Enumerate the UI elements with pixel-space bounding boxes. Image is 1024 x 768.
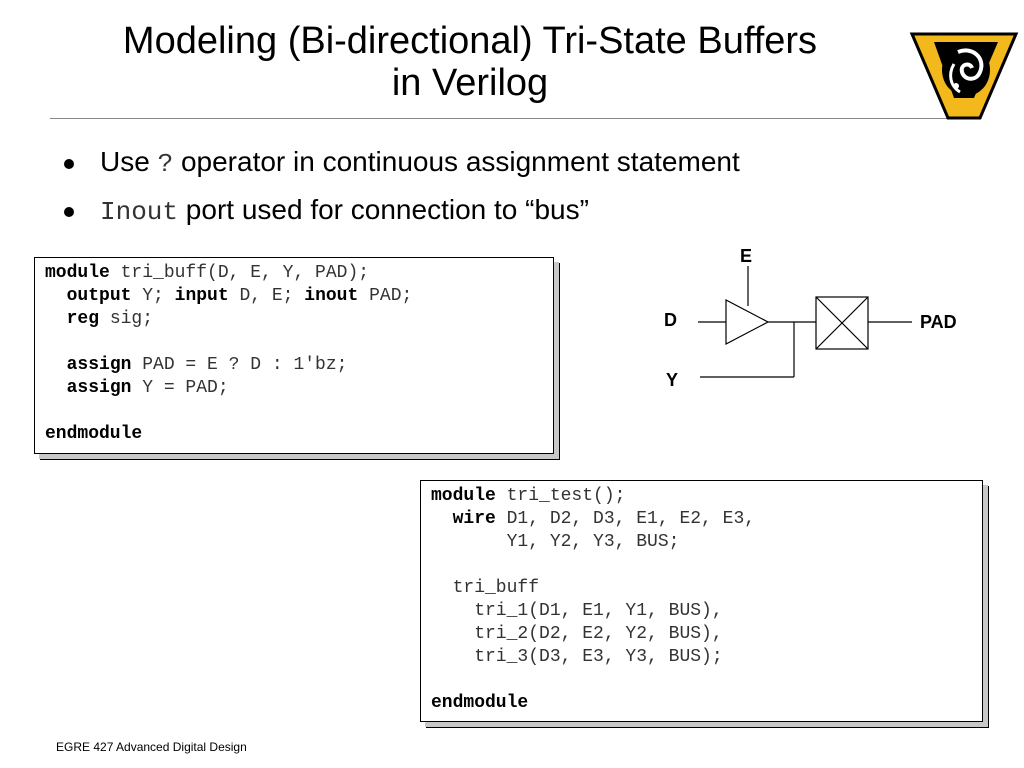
- code-text: [431, 509, 453, 529]
- code-text: PAD;: [358, 286, 413, 306]
- code-text: Y;: [131, 286, 175, 306]
- code-keyword: module: [45, 263, 110, 283]
- code-line: [431, 554, 972, 577]
- footer-text: EGRE 427 Advanced Digital Design: [56, 740, 247, 754]
- code-line: [45, 400, 543, 423]
- bullet-text: operator in continuous assignment statement: [173, 146, 740, 177]
- bullet-item: [58, 190, 740, 238]
- code-keyword: module: [431, 486, 496, 506]
- code-text: tri_2(D2, E2, Y2, BUS),: [431, 624, 723, 644]
- code-line: [45, 262, 543, 285]
- buffer-triangle-icon: [726, 300, 768, 344]
- code-line: [431, 692, 972, 715]
- code-text: D1, D2, D3, E1, E2, E3,: [495, 509, 756, 529]
- code-keyword: reg: [66, 309, 100, 329]
- code-keyword: inout: [304, 286, 359, 306]
- label-pad: PAD: [920, 312, 957, 332]
- bullet-code: ?: [157, 149, 174, 179]
- code-line: [431, 577, 972, 600]
- slide-title: [40, 20, 900, 104]
- code-line: [431, 600, 972, 623]
- bullet-text: Use: [100, 146, 158, 177]
- ram-logo-icon: [908, 28, 1020, 124]
- code-text: Y1, Y2, Y3, BUS;: [431, 532, 680, 552]
- tri-test-code-box: [420, 480, 983, 722]
- code-text: [45, 286, 67, 306]
- code-line: [431, 669, 972, 692]
- bullet-dot-icon: [64, 159, 74, 169]
- tri-state-buffer-diagram: [640, 240, 980, 400]
- code-line: [431, 531, 972, 554]
- code-text: [45, 309, 67, 329]
- code-keyword: output: [66, 286, 132, 306]
- title-divider: [50, 118, 972, 119]
- tri-buff-code-box: [34, 257, 554, 454]
- bullet-dot-icon: [64, 207, 74, 217]
- code-keyword: wire: [452, 509, 496, 529]
- code-text: [45, 378, 67, 398]
- code-line: [45, 285, 543, 308]
- code-line: [431, 508, 972, 531]
- bullet-list: [58, 142, 740, 238]
- code-line: [431, 485, 972, 508]
- code-line: [45, 308, 543, 331]
- code-text: tri_buff(D, E, Y, PAD);: [109, 263, 370, 283]
- title-line-2: in Verilog: [391, 62, 549, 104]
- code-text: Y = PAD;: [131, 378, 229, 398]
- code-line: [45, 423, 543, 446]
- code-text: tri_1(D1, E1, Y1, BUS),: [431, 601, 723, 621]
- bullet-code: Inout: [100, 197, 179, 227]
- bullet-text: port used for connection to “bus”: [178, 194, 589, 225]
- code-text: tri_3(D3, E3, Y3, BUS);: [431, 647, 723, 667]
- code-text: sig;: [99, 309, 154, 329]
- code-line: [45, 354, 543, 377]
- code-line: [45, 377, 543, 400]
- code-line: [431, 646, 972, 669]
- code-text: PAD = E ? D : 1'bz;: [131, 355, 348, 375]
- code-text: tri_buff: [431, 578, 540, 598]
- code-line: [45, 331, 543, 354]
- code-keyword: input: [174, 286, 229, 306]
- code-keyword: assign: [66, 355, 132, 375]
- label-e: E: [740, 246, 753, 266]
- title-line-1: Modeling (Bi-directional) Tri-State Buffers: [122, 20, 818, 62]
- bullet-item: [58, 142, 740, 190]
- code-text: tri_test();: [495, 486, 626, 506]
- code-keyword: endmodule: [45, 424, 143, 444]
- code-line: [431, 623, 972, 646]
- code-text: [45, 355, 67, 375]
- label-d: D: [664, 310, 677, 330]
- label-y: Y: [666, 370, 679, 390]
- code-text: D, E;: [228, 286, 305, 306]
- code-keyword: assign: [66, 378, 132, 398]
- code-keyword: endmodule: [431, 693, 529, 713]
